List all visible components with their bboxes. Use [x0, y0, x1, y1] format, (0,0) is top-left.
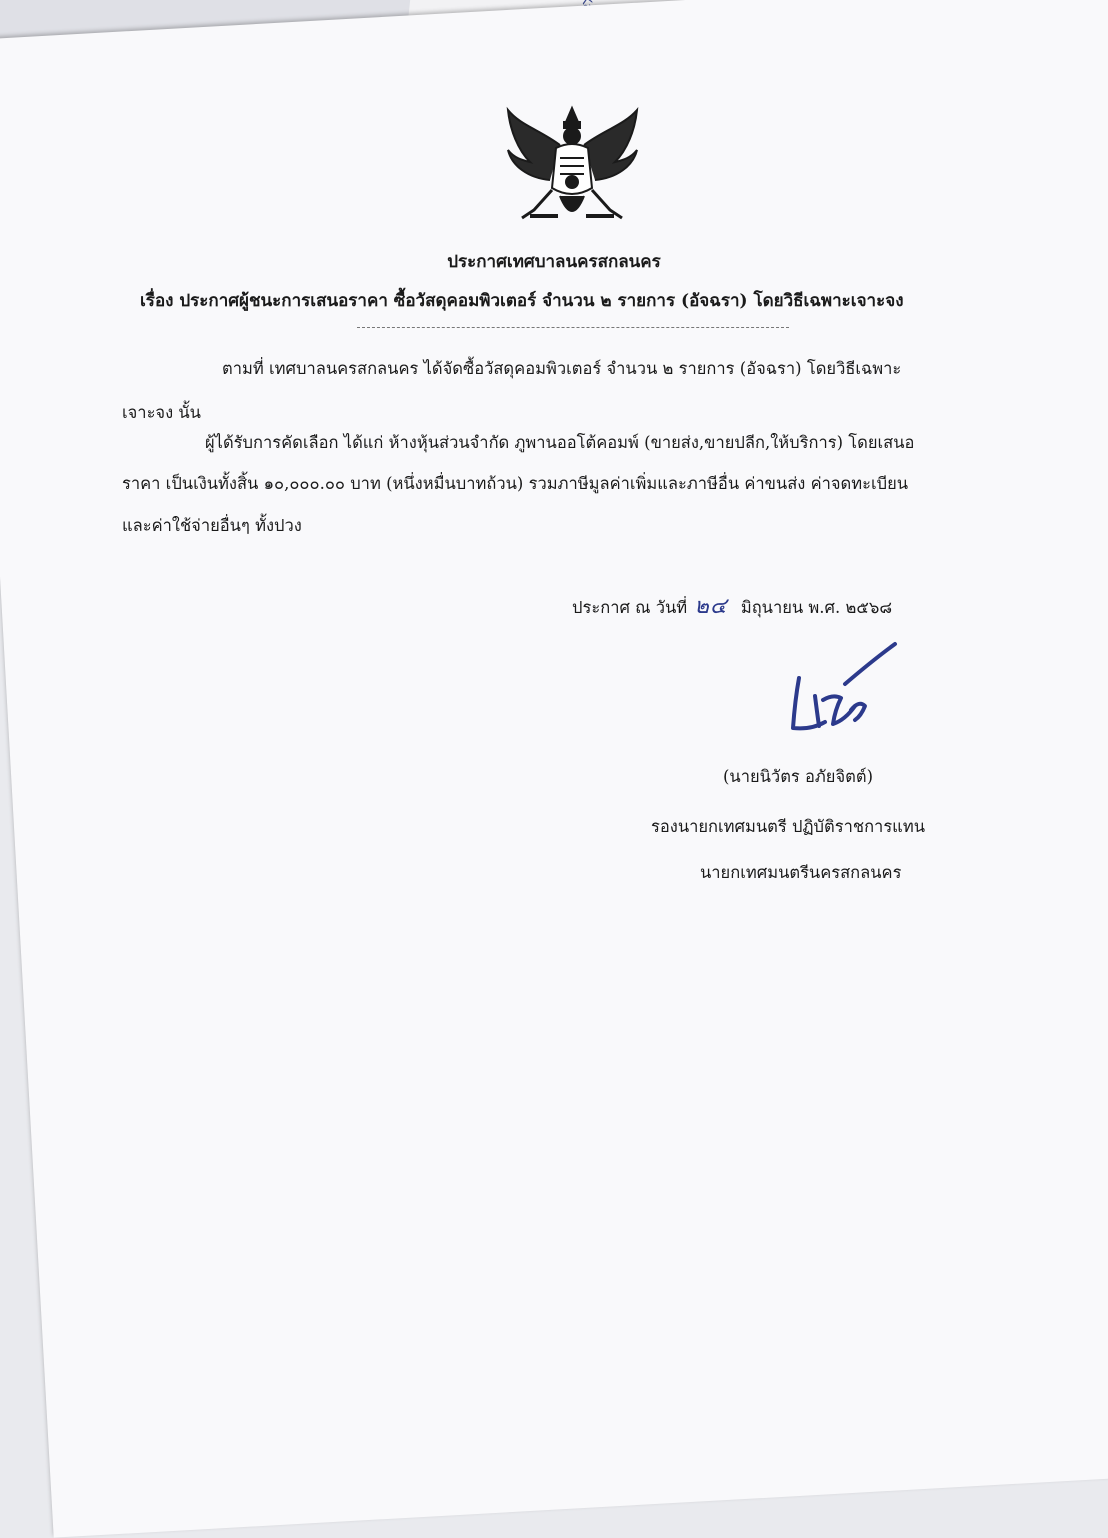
- signer-position-2: นายกเทศมนตรีนครสกลนคร: [700, 863, 902, 882]
- paragraph-2-line-3: และค่าใช้จ่ายอื่นๆ ทั้งปวง: [122, 516, 302, 535]
- paragraph-1-line-2: เจาะจง นั้น: [122, 403, 201, 422]
- garuda-emblem-icon: [500, 100, 645, 230]
- paragraph-1-line-1: ตามที่ เทศบาลนครสกลนคร ได้จัดซื้อวัสดุคอมพิวเตอร์ จำนวน ๒ รายการ (อัจฉรา) โดยวิธีเฉพาะ: [222, 359, 902, 378]
- notice-subject: เรื่อง ประกาศผู้ชนะการเสนอราคา ซื้อวัสดุคอมพิวเตอร์ จำนวน ๒ รายการ (อัจฉรา) โดยวิธีเฉพาะเจาะจง: [140, 291, 904, 311]
- notice-title: ประกาศเทศบาลนครสกลนคร: [447, 252, 661, 272]
- signer-position-1: รองนายกเทศมนตรี ปฏิบัติราชการแทน: [651, 817, 925, 836]
- signer-name: (นายนิวัตร อภัยจิตต์): [723, 767, 874, 786]
- announcement-date-prefix: ประกาศ ณ วันที่: [572, 598, 688, 617]
- signature-icon: [775, 640, 905, 740]
- paragraph-2-line-1: ผู้ได้รับการคัดเลือก ได้แก่ ห้างหุ้นส่วนจำกัด ภูพานออโต้คอมพ์ (ขายส่ง,ขายปลีก,ให้บริการ) โดยเสนอ: [205, 433, 915, 452]
- announcement-day-handwritten: ๒๔: [694, 594, 728, 619]
- title-divider: [357, 327, 789, 328]
- announcement-date: [572, 588, 892, 623]
- paragraph-2-line-2: ราคา เป็นเงินทั้งสิ้น ๑๐,๐๐๐.๐๐ บาท (หนึ่งหมื่นบาทถ้วน) รวมภาษีมูลค่าเพิ่มและภาษีอื่น ค่าขนส่ง ค่าจดทะเบียน: [122, 474, 909, 493]
- announcement-date-suffix: มิถุนายน พ.ศ. ๒๕๖๘: [740, 598, 893, 617]
